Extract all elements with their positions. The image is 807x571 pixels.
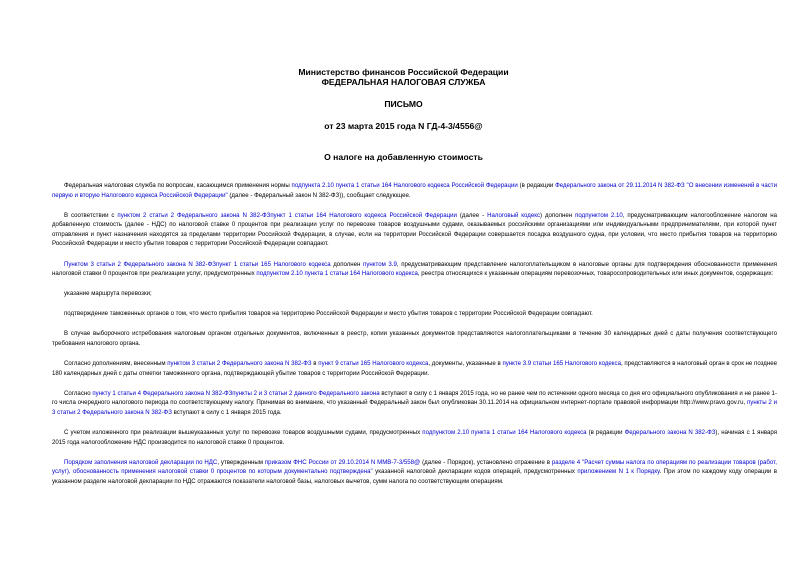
link-tax-code-2-10-c[interactable]: подпунктом 2.10 пункта 1 статьи 164 Налогового кодекса bbox=[422, 429, 587, 437]
link-law-382-art2-p3[interactable]: Пунктом 3 статьи 2 Федерального закона N 382-ФЗ bbox=[64, 260, 216, 268]
link-law-382-art4-p1[interactable]: пункту 1 статьи 4 Федерального закона N 382-ФЗ bbox=[92, 389, 233, 397]
text: (далее - Порядок), установлено отражение в bbox=[420, 458, 552, 466]
paragraph-1 bbox=[52, 181, 777, 200]
paragraph-7 bbox=[52, 428, 777, 447]
text: вступают в силу с 1 января 2015 года, но не ранее чем по истечении одного месяца со дня его официального опубликования и не ранее 1-го числа очередного налогового периода по соответствующему налогу. Принимая во внимание, что указанный Федеральный закон был опубликован 30.11.2014 на официальном интернет-портале правовой информации http://www.pravo.gov.ru, bbox=[52, 389, 777, 407]
text: Согласно дополнениям, внесенным bbox=[64, 360, 168, 368]
link-law-382-art2-p2[interactable]: пунктом 2 статьи 2 Федерального закона N 382-ФЗ bbox=[117, 211, 271, 219]
text: (в редакции bbox=[586, 429, 625, 437]
link-tax-code-2-10[interactable]: подпункта 2.10 пункта 1 статьи 164 Налогового кодекса Российской Федерации bbox=[291, 182, 518, 189]
ministry-name: Министерство финансов Российской Федерации bbox=[298, 67, 509, 77]
link-law-382-art2-p3-b[interactable]: пунктом 3 статьи 2 Федерального закона N 382-ФЗ bbox=[167, 360, 312, 368]
service-name: ФЕДЕРАЛЬНАЯ НАЛОГОВАЯ СЛУЖБА bbox=[321, 77, 486, 87]
text: Согласно bbox=[64, 389, 93, 397]
link-tax-code-164-1[interactable]: пункт 1 статьи 164 Налогового кодекса Российской Федерации bbox=[270, 211, 457, 219]
link-appendix-1[interactable]: приложением N 1 к Порядку bbox=[577, 468, 660, 476]
text: (далее - Федеральный закон N 382-ФЗ)), сообщает следующее. bbox=[227, 191, 411, 199]
document-subject: О налоге на добавленную стоимость bbox=[324, 152, 483, 162]
link-subpoint-2-10[interactable]: подпунктом 2.10 bbox=[575, 211, 623, 219]
link-law-382-art2-p2-3-b[interactable]: пункты 2 и 3 статьи 2 Федерального закона N 382-ФЗ bbox=[52, 399, 778, 416]
paragraph-2 bbox=[52, 211, 777, 249]
link-point-3-9[interactable]: пунктом 3.9 bbox=[363, 260, 397, 268]
text: С учетом изложенного при реализации вышеуказанных услуг по перевозке товаров воздушными судами, предусмотренных bbox=[64, 429, 423, 437]
paragraph-4: В случае выборочного истребования налоговым органом отдельных документов, включенных в реестр, копии указанных документов представляются налогоплательщиками в течение 30 календарных дней с даты получения соответствующего требования налогового органа. bbox=[52, 330, 777, 348]
text: В соответствии с bbox=[64, 211, 118, 219]
link-tax-code-165-9[interactable]: пункт 9 статьи 165 Налогового кодекса bbox=[318, 360, 429, 368]
text: в bbox=[311, 360, 319, 368]
link-tax-code-165-1[interactable]: пункт 1 статьи 165 Налогового кодекса bbox=[215, 260, 331, 268]
document-date-number: от 23 марта 2015 года N ГД-4-3/4556@ bbox=[324, 121, 483, 131]
text: , утвержденным bbox=[217, 458, 265, 466]
text: , документы, указанные в bbox=[428, 360, 503, 368]
link-tax-code-165-3-9[interactable]: пункте 3.9 статьи 165 Налогового кодекса bbox=[502, 360, 621, 368]
text: указанной налоговой декларации кодов операций, предусмотренных bbox=[372, 468, 578, 476]
text: , предусматривающим представление налогоплательщиком в налоговые органы для подтверждения обоснованности применения налоговой ставки 0 процентов при реализации услуг, предусмотренных bbox=[52, 260, 777, 278]
link-vat-declaration-procedure[interactable]: Порядком заполнения налоговой декларации по НДС bbox=[64, 458, 218, 466]
link-federal-law-382-b[interactable]: Федерального закона N 382-ФЗ bbox=[624, 429, 716, 437]
text: Федеральная налоговая служба по вопросам, касающимся применения нормы bbox=[64, 182, 292, 189]
document-body bbox=[52, 181, 777, 497]
document-type: ПИСЬМО bbox=[384, 99, 423, 109]
list-item: подтверждение таможенных органов о том, что место прибытия товаров на территорию Российской Федерации и место убытия товаров с территории Российской Федерации совпадают. bbox=[64, 310, 593, 318]
list-item: указание маршрута перевозки; bbox=[64, 290, 152, 298]
paragraph-5 bbox=[52, 359, 777, 378]
paragraph-3 bbox=[52, 260, 777, 279]
link-section-4[interactable]: разделе 4 "Расчет суммы налога по операциям по реализации товаров (работ, услуг), обоснованность применения налоговой ставки 0 процентов по которым документально подтверждена" bbox=[52, 458, 777, 476]
text: , предусматривающим налогообложение налогом на добавленную стоимость (далее - НДС) по налоговой ставке 0 процентов при реализации услуг по перевозке товаров воздушными судами, оказываемых российскими организациями или индивидуальными предпринимателями, при которой пункт отправления и пункт назначения находятся за пределами территории Российской Федерации, в случае, если на территории Российской Федерации совершается посадка воздушного судна, при условии, что место прибытия товаров на территорию Российской Федерации и место убытия товаров с территории Российской Федерации совпадают. bbox=[52, 211, 777, 248]
text: , реестра относящихся к указанным операциям перевозочных, товаросопроводительных или иных документов, содержащих: bbox=[417, 270, 774, 278]
link-law-382-art2-p2-3[interactable]: пункты 2 и 3 статьи 2 данного Федерального закона bbox=[232, 389, 380, 397]
paragraph-6 bbox=[52, 389, 777, 418]
paragraph-8 bbox=[52, 458, 777, 487]
text: , представляются в налоговый орган в срок не позднее 180 календарных дней с даты отметки таможенного органа, подтверждающей убытие товаров с территории Российской Федерации. bbox=[52, 360, 777, 377]
text: . При этом по каждому коду операции в указанном разделе налоговой декларации по НДС отражаются показатели налоговой базы, налоговых вычетов, сумм налога по соответствующим операциям. bbox=[52, 468, 778, 485]
text: (в редакции bbox=[517, 182, 556, 189]
text: дополнен bbox=[330, 260, 364, 268]
text: (далее - bbox=[456, 211, 488, 219]
link-tax-code[interactable]: Налоговый кодекс bbox=[487, 211, 541, 219]
link-federal-law-382[interactable]: Федерального закона от 29.11.2014 N 382-ФЗ "О внесении изменений в части первую и вторую Налогового кодекса Российской Федерации" bbox=[52, 182, 777, 199]
text: ) дополнен bbox=[540, 211, 576, 219]
link-tax-code-2-10-b[interactable]: подпунктом 2.10 пункта 1 статьи 164 Налогового кодекса bbox=[256, 270, 418, 278]
text: вступают в силу с 1 января 2015 года. bbox=[171, 409, 282, 416]
link-fns-order[interactable]: приказом ФНС России от 29.10.2014 N ММВ-7-3/558@ bbox=[264, 458, 421, 466]
text: ), начиная с 1 января 2015 года налогообложение НДС производится по налоговой ставке 0 процентов. bbox=[52, 429, 778, 446]
